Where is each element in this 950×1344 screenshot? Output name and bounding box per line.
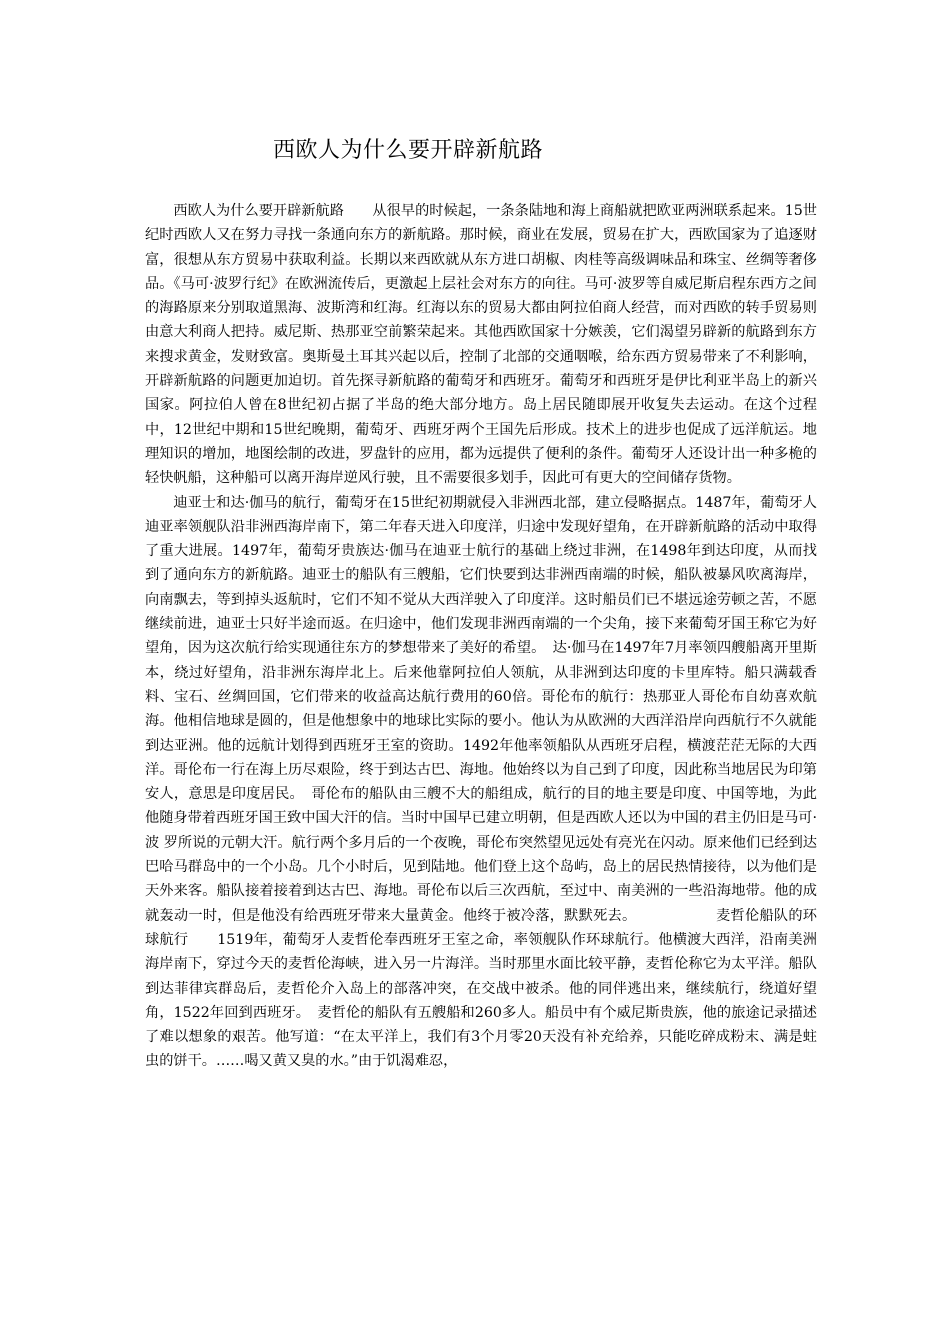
document-body xyxy=(145,199,817,1074)
paragraph-voyages: 迪亚士和达·伽马的航行，葡萄牙在15世纪初期就侵入非洲西北部，建立侵略据点。1487年，葡萄牙人迪亚率领舰队沿非洲西海岸南下，第二年春天进入印度洋，归途中发现好望角，在开辟新航路的活动中取得了重大进展。1497年，葡萄牙贵族达·伽马在迪亚士航行的基础上绕过非洲，在1498年到达印度，从而找到了通向东方的新航路。迪亚士的船队有三艘船，它们快要到达非洲西南端的时候，船队被暴风吹离海岸，向南飘去，等到掉头返航时，它们不知不觉从大西洋驶入了印度洋。这时船员们已不堪远途劳顿之苦，不愿继续前进，迪亚士只好半途而返。在归途中，他们发现非洲西南端的一个尖角，接下来葡萄牙国王称它为好望角，因为这次航行给实现通往东方的梦想带来了美好的希望。 达·伽马在1497年7月率领四艘船离开里斯本，绕过好望角，沿非洲东海岸北上。后来他靠阿拉伯人领航，从非洲到达印度的卡里库特。船只满载香料、宝石、丝绸回国，它们带来的收益高达航行费用的60倍。哥伦布的航行：热那亚人哥伦布自幼喜欢航海。他相信地球是圆的，但是他想象中的地球比实际的要小。他认为从欧洲的大西洋沿岸向西航行不久就能到达亚洲。他的远航计划得到西班牙王室的资助。1492年他率领船队从西班牙启程，横渡茫茫无际的大西洋。哥伦布一行在海上历尽艰险，终于到达古巴、海地。他始终以为自己到了印度，因此称当地居民为印第安人，意思是印度居民。 哥伦布的船队由三艘不大的船组成，航行的目的地主要是印度、中国等地，为此他随身带着西班牙国王致中国大汗的信。当时中国早已建立明朝，但是西欧人还以为中国的君主仍旧是马可·波 罗所说的元朝大汗。航行两个多月后的一个夜晚，哥伦布突然望见远处有亮光在闪动。原来他们已经到达巴哈马群岛中的一个小岛。几个小时后，见到陆地。他们登上这个岛屿，岛上的居民热情接待，以为他们是天外来客。船队接着接着到达古巴、海地。哥伦布以后三次西航，至过中、南美洲的一些沿海地带。他的成就轰动一时，但是他没有给西班牙带来大量黄金。他终于被冷落，默默死去。 麦哲伦船队的环球航行 1519年，葡萄牙人麦哲伦奉西班牙王室之命，率领舰队作环球航行。他横渡大西洋，沿南美洲海岸南下，穿过今天的麦哲伦海峡，进入另一片海洋。当时那里水面比较平静，麦哲伦称它为太平洋。船队到达菲律宾群岛后，麦哲伦介入岛上的部落冲突，在交战中被杀。他的同伴逃出来，继续航行，绕道好望角，1522年回到西班牙。 麦哲伦的船队有五艘船和260多人。船员中有个威尼斯贵族，他的旅途记录描述了难以想象的艰苦。他写道：“在太平洋上，我们有3个月零20天没有补充给养，只能吃碎成粉末、满是蛀虫的饼干。……喝又黄又臭的水。”由于饥渴难忍， xyxy=(145,494,817,1070)
paragraph-background: 西欧人为什么要开辟新航路 从很早的时候起，一条条陆地和海上商船就把欧亚两洲联系起来。15世纪时西欧人又在努力寻找一条通向东方的新航路。那时候，商业在发展，贸易在扩大，西欧国家为了追逐财富，很想从东方贸易中获取利益。长期以来西欧就从东方进口胡椒、肉桂等高级调味品和珠宝、丝绸等奢侈品。《马可·波罗行纪》在欧洲流传后，更激起上层社会对东方的向往。马可·波罗等自威尼斯启程东西方之间的海路原来分别取道黑海、波斯湾和红海。红海以东的贸易大都由阿拉伯商人经营，而对西欧的转手贸易则由意大利商人把持。威尼斯、热那亚空前繁荣起来。其他西欧国家十分嫉羡，它们渴望另辟新的航路到东方来搜求黄金，发财致富。奥斯曼土耳其兴起以后，控制了北部的交通咽喉，给东西方贸易带来了不利影响，开辟新航路的问题更加迫切。首先探寻新航路的葡萄牙和西班牙。葡萄牙和西班牙是伊比利亚半岛上的新兴国家。阿拉伯人曾在8世纪初占据了半岛的绝大部分地方。岛上居民随即展开收复失去运动。在这个过程中，12世纪中期和15世纪晚期，葡萄牙、西班牙两个王国先后形成。技术上的进步也促成了远洋航运。地理知识的增加，地图绘制的改进，罗盘针的应用，都为远提供了便利的条件。葡萄牙人还设计出一种多桅的轻快帆船，这种船可以离开海岸逆风行驶，且不需要很多划手，因此可有更大的空间储存货物。 xyxy=(145,203,817,487)
document-title: 西欧人为什么要开辟新航路 xyxy=(273,138,544,163)
